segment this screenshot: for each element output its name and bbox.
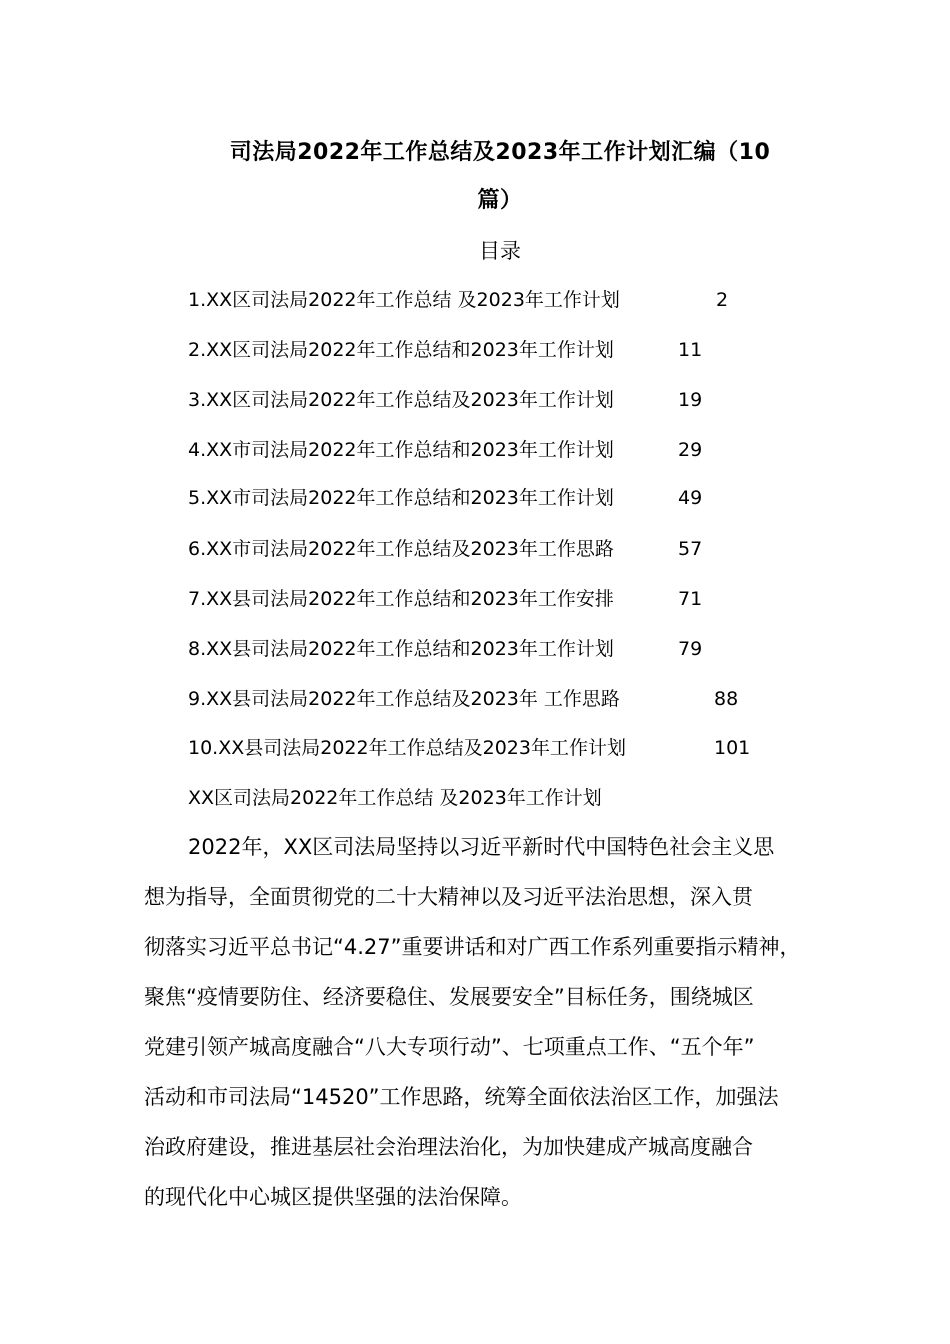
toc-item-text: 1.XX区司法局2022年工作总结 及2023年工作计划 <box>188 289 620 311</box>
toc-item[interactable] <box>188 584 788 614</box>
toc-item-text: 8.XX县司法局2022年工作总结和2023年工作计划 <box>188 638 614 660</box>
toc-item-text: 9.XX县司法局2022年工作总结及2023年 工作思路 <box>188 688 620 710</box>
section-title: XX区司法局2022年工作总结 及2023年工作计划 <box>188 787 602 809</box>
paragraph-line: 党建引领产城高度融合“八大专项行动”、七项重点工作、“五个年” <box>144 1035 755 1059</box>
toc-heading: 目录 <box>479 239 521 263</box>
document-title-line-2: 篇） <box>477 188 523 213</box>
toc-item[interactable] <box>188 385 788 415</box>
paragraph-line: 2022年，XX区司法局坚持以习近平新时代中国特色社会主义思 <box>188 835 775 859</box>
toc-item-page: 11 <box>678 339 703 361</box>
toc-item-page: 71 <box>678 588 703 610</box>
toc-item-text: 4.XX市司法局2022年工作总结和2023年工作计划 <box>188 439 614 461</box>
toc-item-page: 2 <box>716 289 729 311</box>
toc-item-page: 88 <box>714 688 739 710</box>
paragraph-line: 的现代化中心城区提供坚强的法治保障。 <box>144 1185 522 1209</box>
toc-item[interactable] <box>188 634 788 664</box>
toc-item-page: 57 <box>678 538 703 560</box>
toc-item-page: 101 <box>714 737 751 759</box>
toc-item-text: 3.XX区司法局2022年工作总结及2023年工作计划 <box>188 389 614 411</box>
toc-item[interactable] <box>188 435 788 465</box>
toc-item-page: 49 <box>678 487 703 509</box>
toc-item[interactable] <box>188 285 788 315</box>
toc-item-text: 7.XX县司法局2022年工作总结和2023年工作安排 <box>188 588 614 610</box>
toc-item[interactable] <box>188 684 788 714</box>
paragraph-line: 治政府建设，推进基层社会治理法治化，为加快建成产城高度融合 <box>144 1135 753 1159</box>
document-title-line-1: 司法局2022年工作总结及2023年工作计划汇编（10 <box>229 140 771 165</box>
toc-item-text: 6.XX市司法局2022年工作总结及2023年工作思路 <box>188 538 614 560</box>
paragraph-line: 想为指导，全面贯彻党的二十大精神以及习近平法治思想，深入贯 <box>144 885 753 909</box>
toc-item-text: 5.XX市司法局2022年工作总结和2023年工作计划 <box>188 487 614 509</box>
toc-item-page: 29 <box>678 439 703 461</box>
toc-item[interactable] <box>188 534 788 564</box>
toc-item-text: 10.XX县司法局2022年工作总结及2023年工作计划 <box>188 737 626 759</box>
paragraph-line: 活动和市司法局“14520”工作思路，统筹全面依法治区工作，加强法 <box>144 1085 779 1109</box>
paragraph-line: 彻落实习近平总书记“4.27”重要讲话和对广西工作系列重要指示精神， <box>144 935 801 959</box>
toc-item-page: 79 <box>678 638 703 660</box>
toc-item-text: 2.XX区司法局2022年工作总结和2023年工作计划 <box>188 339 614 361</box>
toc-item[interactable] <box>188 335 788 365</box>
toc-item[interactable] <box>188 733 788 763</box>
toc-item[interactable] <box>188 483 788 513</box>
paragraph-line: 聚焦“疫情要防住、经济要稳住、发展要安全”目标任务，围绕城区 <box>144 985 754 1009</box>
toc-item-page: 19 <box>678 389 703 411</box>
